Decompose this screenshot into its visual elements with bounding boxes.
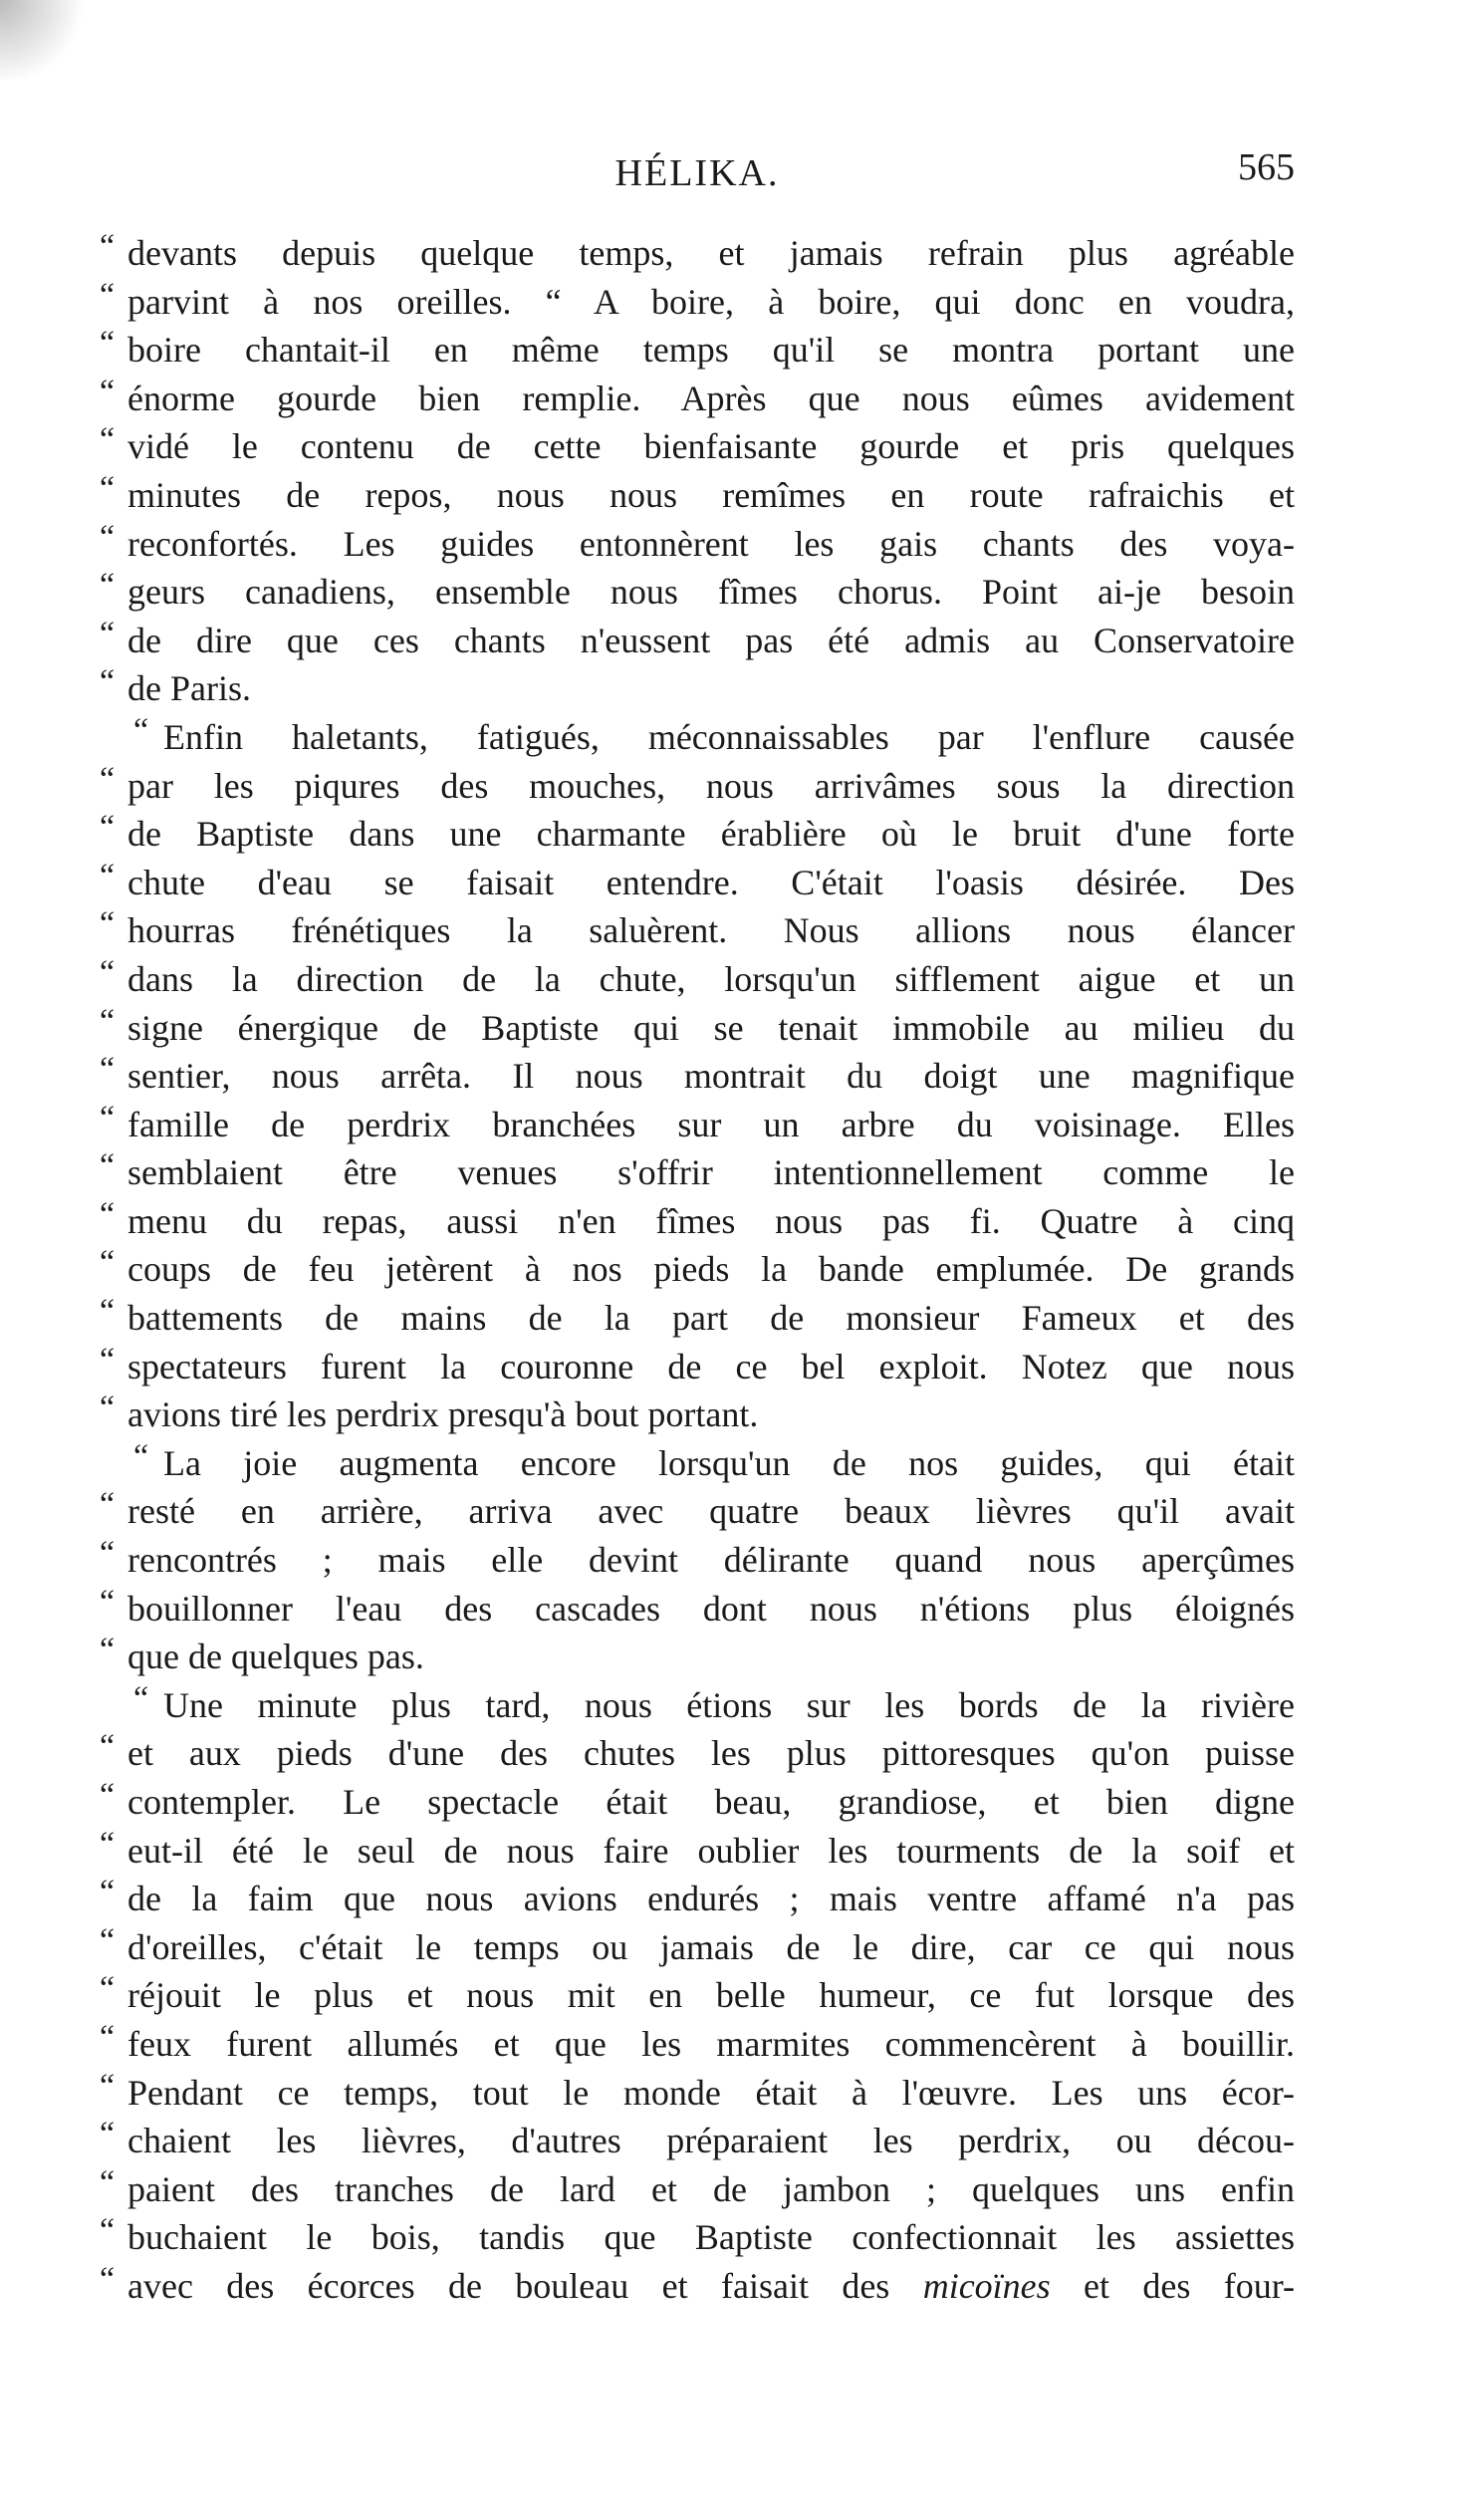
line-text: feux furent allumés et que les marmites commencèrent à bouillir. [127, 2023, 1295, 2064]
text-line [100, 713, 1295, 762]
line-text: La joie augmenta encore lorsqu'un de nos guides, qui était [163, 1442, 1295, 1483]
text-line [100, 1390, 1295, 1439]
quote-mark: “ [100, 2117, 116, 2153]
quote-mark: “ [100, 229, 116, 265]
quote-mark: “ [100, 858, 116, 894]
text-line [100, 1923, 1295, 1972]
quote-mark: “ [100, 1826, 116, 1863]
quote-mark: “ [100, 1100, 116, 1136]
line-text: chaient les lièvres, d'autres préparaient les perdrix, ou décou- [127, 2121, 1295, 2161]
quote-mark: “ [100, 277, 116, 314]
text-line [100, 2165, 1295, 2214]
text-line [100, 1294, 1295, 1343]
line-text: coups de feu jetèrent à nos pieds la bande emplumée. De grands [127, 1249, 1295, 1290]
text-line [100, 2213, 1295, 2262]
body-text [100, 229, 1295, 2311]
line-text: devants depuis quelque temps, et jamais refrain plus agréable [127, 233, 1295, 273]
line-text: bouillonner l'eau des cascades dont nous n'étions plus éloignés [127, 1588, 1295, 1629]
line-text: eut-il été le seul de nous faire oublier les tourments de la soif et [127, 1830, 1295, 1871]
quote-mark: “ [100, 1390, 116, 1427]
line-text: Une minute plus tard, nous étions sur les bords de la rivière [163, 1684, 1295, 1725]
text-line [100, 1971, 1295, 2020]
quote-mark: “ [100, 1294, 116, 1331]
line-text: énorme gourde bien remplie. Après que nous eûmes avidement [127, 378, 1295, 418]
quote-mark: “ [100, 1148, 116, 1185]
quote-mark: “ [100, 664, 116, 701]
text-line [100, 1245, 1295, 1294]
text-line [100, 762, 1295, 811]
quote-mark: “ [100, 954, 116, 991]
line-text: de dire que ces chants n'eussent pas été admis au Conservatoire [127, 620, 1295, 660]
page-header [100, 146, 1295, 201]
text-line [100, 1101, 1295, 1149]
line-text: et aux pieds d'une des chutes les plus pittoresques qu'on puisse [127, 1733, 1295, 1774]
text-line [100, 326, 1295, 375]
line-text-part: avec des écorces de bouleau et faisait des [127, 2265, 923, 2306]
line-text: de Paris. [127, 668, 251, 709]
text-line [100, 1004, 1295, 1053]
line-text: de Baptiste dans une charmante érablière où le bruit d'une forte [127, 814, 1295, 855]
quote-mark: “ [100, 1245, 116, 1282]
line-text: vidé le contenu de cette bienfaisante gourde et pris quelques [127, 426, 1295, 467]
text-line [100, 1536, 1295, 1585]
quote-mark: “ [100, 568, 116, 605]
line-text-part: et des four- [1050, 2265, 1295, 2306]
quote-mark: “ [100, 470, 116, 507]
text-line [100, 2020, 1295, 2069]
text-line [100, 906, 1295, 955]
quote-mark: “ [100, 1875, 116, 1911]
line-text: spectateurs furent la couronne de ce bel exploit. Notez que nous [127, 1346, 1295, 1386]
line-text: parvint à nos oreilles. “ A boire, à boire, qui donc en voudra, [127, 281, 1295, 322]
text-line [100, 1487, 1295, 1536]
running-title: HÉLIKA. [614, 152, 780, 194]
text-line [100, 375, 1295, 423]
text-line [100, 1633, 1295, 1681]
line-text: paient des tranches de lard et de jambon ; quelques uns enfin [127, 2168, 1295, 2209]
page-stain [0, 0, 90, 80]
line-text: buchaient le bois, tandis que Baptiste confectionnait les assiettes [127, 2217, 1295, 2258]
quote-mark: “ [100, 519, 116, 556]
quote-mark: “ [100, 1003, 116, 1040]
quote-mark: “ [100, 2019, 116, 2056]
text-line [100, 664, 1295, 713]
line-text: menu du repas, aussi n'en fîmes nous pas fi. Quatre à cinq [127, 1200, 1295, 1241]
line-text: Enfin haletants, fatigués, méconnaissables par l'enflure causée [163, 716, 1295, 757]
text-line [100, 229, 1295, 278]
quote-mark: “ [100, 616, 116, 652]
text-line [100, 2117, 1295, 2165]
line-text: d'oreilles, c'était le temps ou jamais de le dire, car ce qui nous [127, 1926, 1295, 1967]
text-line [100, 422, 1295, 471]
line-text: signe énergique de Baptiste qui se tenait immobile au milieu du [127, 1007, 1295, 1048]
line-text: famille de perdrix branchées sur un arbre du voisinage. Elles [127, 1104, 1295, 1144]
line-text: Pendant ce temps, tout le monde était à l'œuvre. Les uns écor- [127, 2072, 1295, 2113]
italic-word: micoïnes [922, 2265, 1051, 2306]
quote-mark: “ [100, 761, 116, 798]
text-line [100, 1343, 1295, 1391]
line-text: minutes de repos, nous nous remîmes en route rafraichis et [127, 474, 1295, 515]
line-text: dans la direction de la chute, lorsqu'un sifflement aigue et un [127, 958, 1295, 999]
quote-mark: “ [100, 2261, 116, 2298]
line-text: par les piqures des mouches, nous arrivâmes sous la direction [127, 765, 1295, 806]
line-text: contempler. Le spectacle était beau, grandiose, et bien digne [127, 1782, 1295, 1822]
quote-mark: “ [100, 1536, 116, 1573]
line-text: rencontrés ; mais elle devint délirante quand nous aperçûmes [127, 1540, 1295, 1581]
quote-mark: “ [100, 1487, 116, 1524]
quote-mark: “ [100, 2068, 116, 2105]
text-line [100, 1729, 1295, 1778]
quote-mark: “ [100, 2164, 116, 2201]
quote-mark: “ [100, 1922, 116, 1959]
text-line [100, 810, 1295, 859]
text-line [100, 1197, 1295, 1246]
line-text: de la faim que nous avions endurés ; mais ventre affamé n'a pas [127, 1879, 1295, 1919]
text-line [100, 1875, 1295, 1923]
quote-mark: “ [100, 1778, 116, 1814]
line-text: chute d'eau se faisait entendre. C'était l'oasis désirée. Des [127, 862, 1295, 902]
quote-mark: “ [100, 1584, 116, 1621]
page-number: 565 [1238, 146, 1295, 188]
text-line [100, 1439, 1295, 1488]
quote-mark: “ [100, 1196, 116, 1233]
quote-mark: “ [133, 1680, 149, 1717]
quote-mark: “ [100, 422, 116, 459]
quote-mark: “ [100, 2213, 116, 2250]
line-text [127, 2262, 1295, 2311]
quote-mark: “ [133, 1438, 149, 1475]
quote-mark: “ [133, 712, 149, 749]
text-line [100, 617, 1295, 665]
line-text: battements de mains de la part de monsieur Fameux et des [127, 1298, 1295, 1339]
line-text: que de quelques pas. [127, 1637, 424, 1677]
text-line [100, 1052, 1295, 1101]
quote-mark: “ [100, 906, 116, 943]
text-line [100, 1585, 1295, 1634]
quote-mark: “ [100, 374, 116, 410]
quote-mark: “ [100, 1052, 116, 1089]
line-text: hourras frénétiques la saluèrent. Nous allions nous élancer [127, 910, 1295, 951]
text-line [100, 859, 1295, 907]
text-line [100, 2069, 1295, 2118]
line-text: avions tiré les perdrix presqu'à bout portant. [127, 1394, 759, 1435]
text-line [100, 955, 1295, 1004]
line-text: geurs canadiens, ensemble nous fîmes chorus. Point ai-je besoin [127, 572, 1295, 613]
text-line [100, 471, 1295, 520]
text-line [100, 2262, 1295, 2311]
quote-mark: “ [100, 1633, 116, 1669]
line-text: resté en arrière, arriva avec quatre beaux lièvres qu'il avait [127, 1491, 1295, 1532]
text-line [100, 1778, 1295, 1827]
text-line [100, 568, 1295, 617]
quote-mark: “ [100, 1342, 116, 1379]
text-line [100, 1148, 1295, 1197]
line-text: sentier, nous arrêta. Il nous montrait du doigt une magnifique [127, 1056, 1295, 1097]
quote-mark: “ [100, 326, 116, 363]
line-text: boire chantait-il en même temps qu'il se montra portant une [127, 330, 1295, 371]
text-line [100, 1681, 1295, 1730]
line-text: reconfortés. Les guides entonnèrent les gais chants des voya- [127, 523, 1295, 564]
text-line [100, 520, 1295, 569]
text-line [100, 278, 1295, 327]
line-text: semblaient être venues s'offrir intentionnellement comme le [127, 1152, 1295, 1193]
quote-mark: “ [100, 1971, 116, 2008]
quote-mark: “ [100, 810, 116, 847]
line-text: réjouit le plus et nous mit en belle humeur, ce fut lorsque des [127, 1975, 1295, 2016]
quote-mark: “ [100, 1729, 116, 1766]
text-line [100, 1827, 1295, 1876]
